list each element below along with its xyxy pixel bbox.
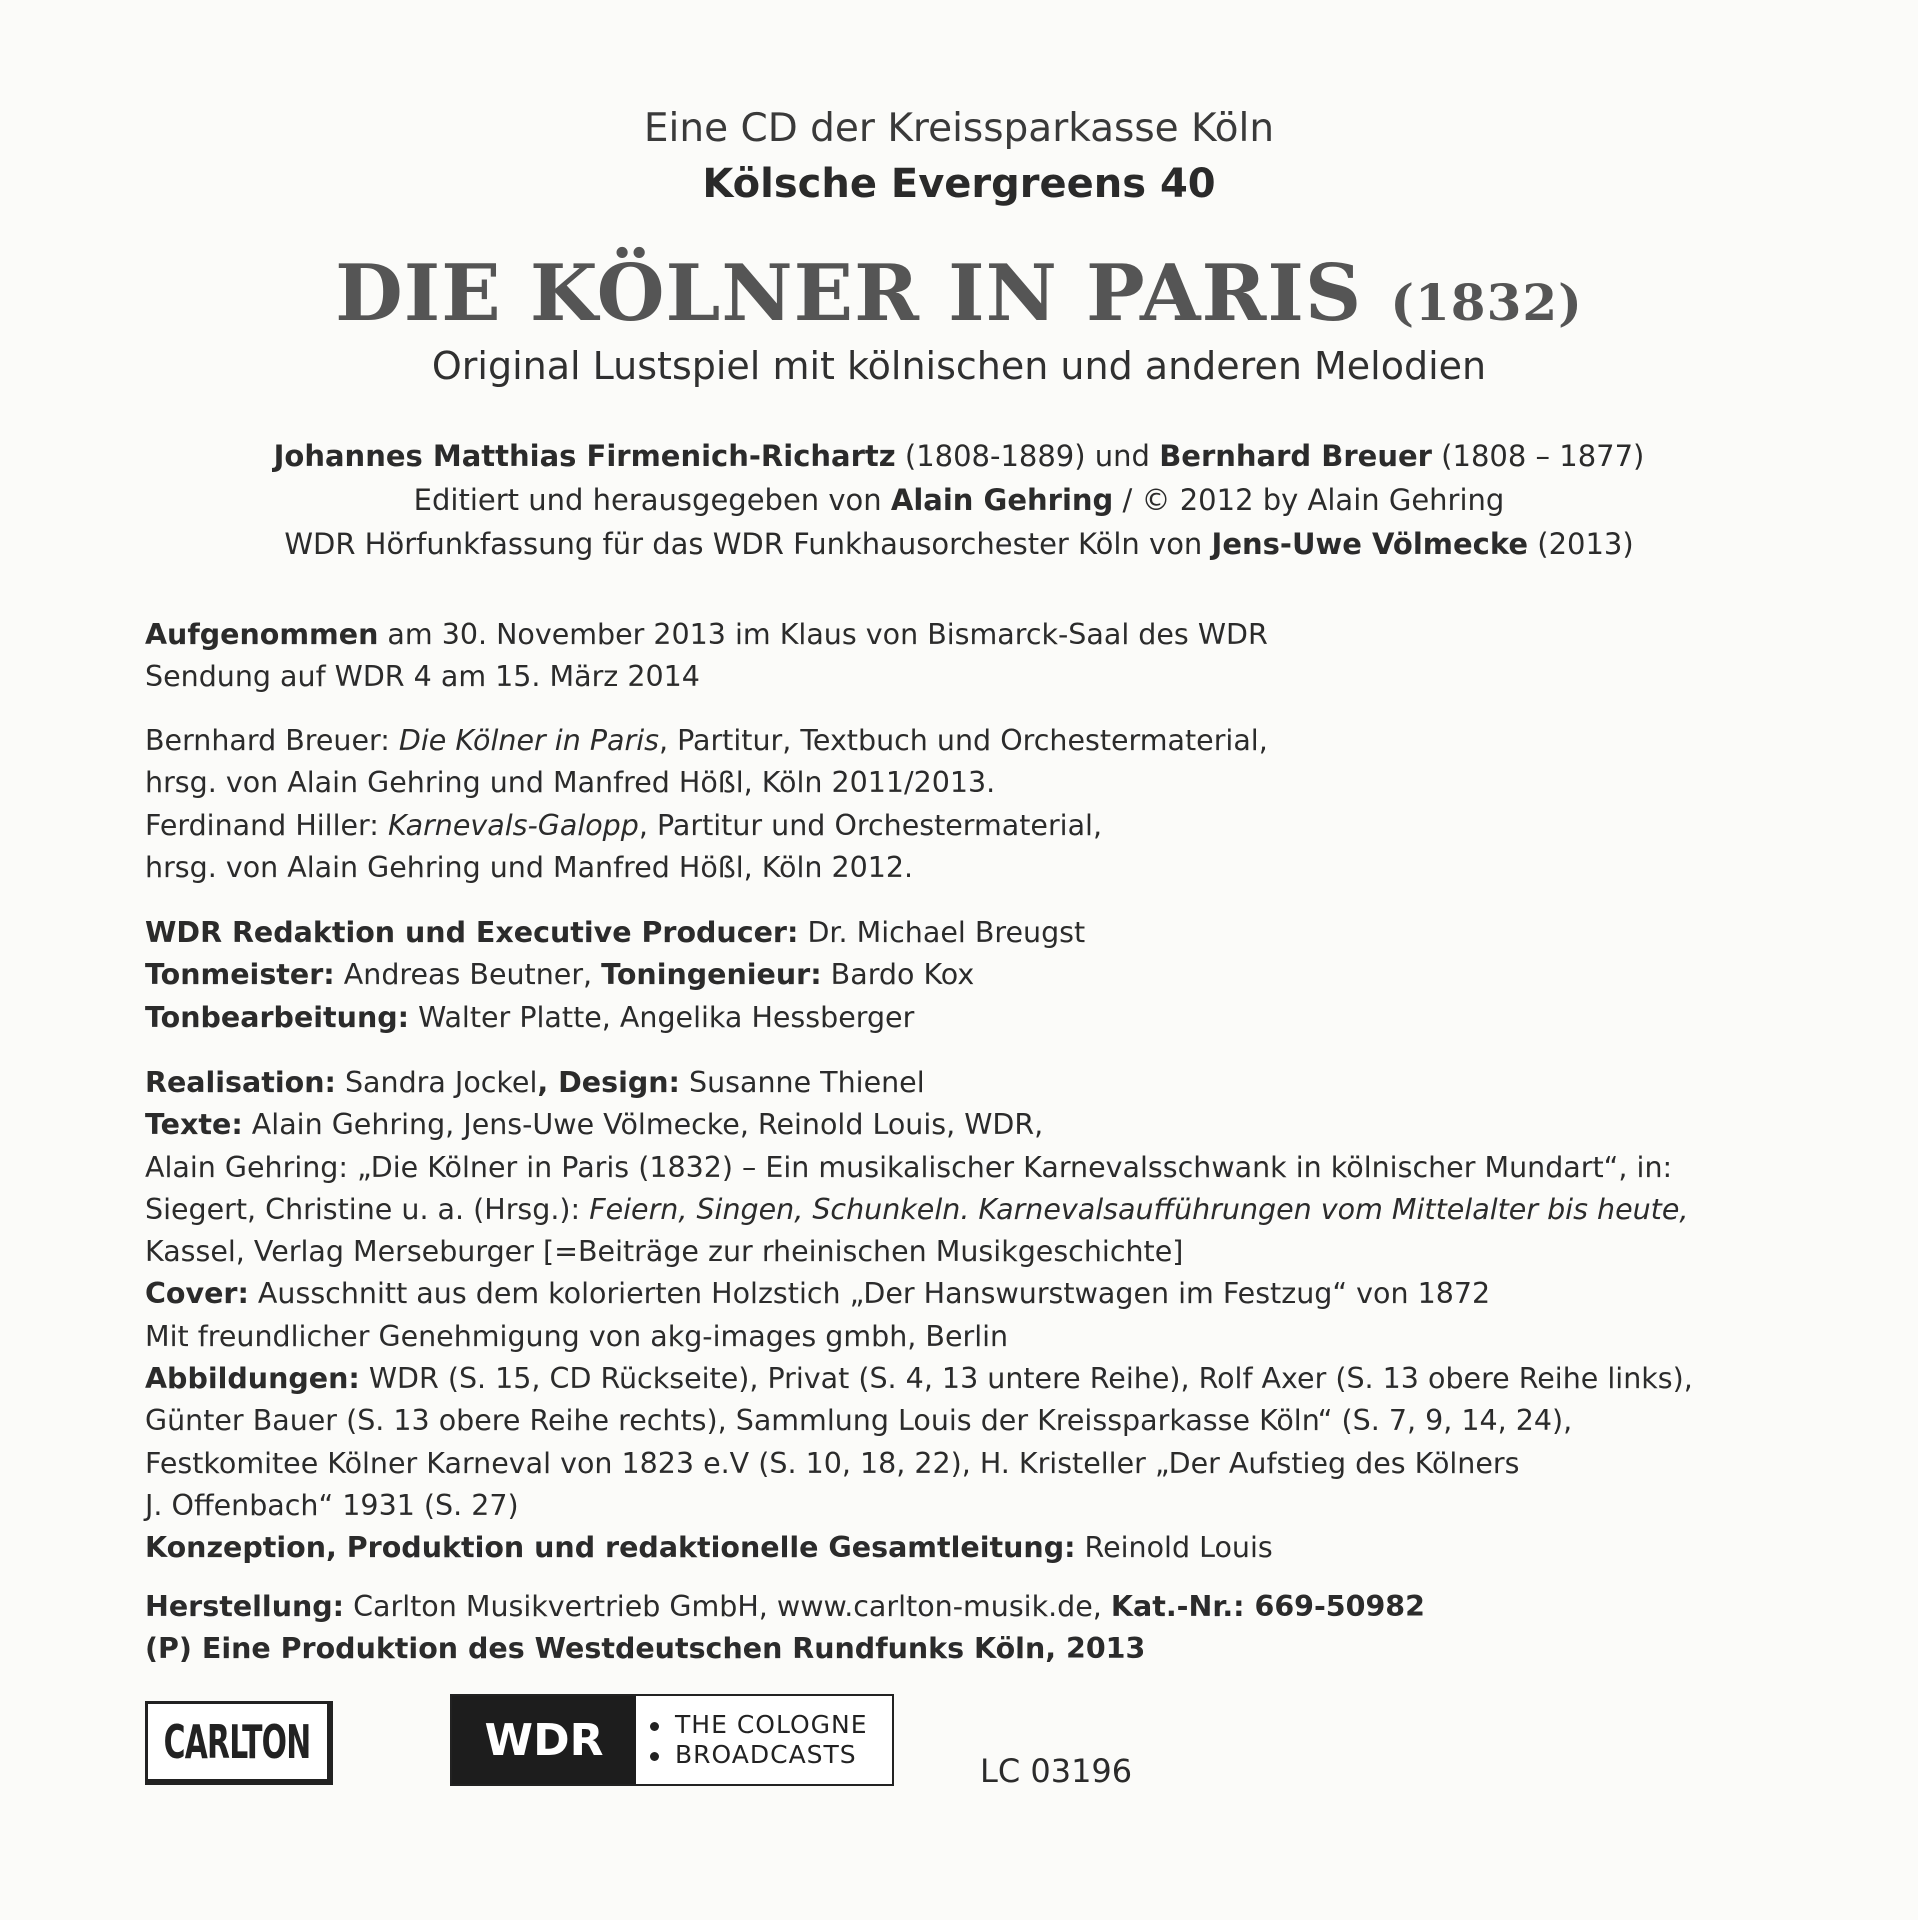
- bullet-icon: [650, 1722, 659, 1731]
- credits-arranger: WDR Hörfunkfassung für das WDR Funkhausorchester Köln von Jens-Uwe Völmecke (2013): [284, 527, 1634, 561]
- wdr-logo-tagline: THE COLOGNE BROADCASTS: [636, 1696, 892, 1784]
- recording-info: Aufgenommen am 30. November 2013 im Klaus von Bismarck-Saal des WDR Sendung auf WDR 4 am 15. März 2014: [145, 618, 1268, 694]
- credits-editor: Editiert und herausgegeben von Alain Gehring / © 2012 by Alain Gehring: [413, 483, 1505, 517]
- wdr-logo-mark: WDR: [452, 1696, 636, 1784]
- credits-block: [0, 434, 1918, 566]
- sources-info: Bernhard Breuer: Die Kölner in Paris, Partitur, Textbuch und Orchestermaterial, hrsg. von Alain Gehring und Manfred Hößl, Köln 2011/2013. Ferdinand Hiller: Karnevals-Galopp, Partitur und Orchestermaterial, hrsg. von Alain Gehring und Manfred Hößl, Köln 2012.: [145, 724, 1268, 884]
- credits-composers: Johannes Matthias Firmenich-Richartz (1808-1889) und Bernhard Breuer (1808 – 1877): [273, 439, 1645, 473]
- manufacturing-info: Herstellung: Carlton Musikvertrieb GmbH, www.carlton-musik.de, Kat.-Nr.: 669-50982 (P) Eine Produktion des Westdeutschen Rundfunks Köln, 2013: [145, 1590, 1425, 1666]
- carlton-logo: CARLTON: [145, 1701, 333, 1785]
- wdr-logo: [450, 1694, 894, 1786]
- title-year: (1832): [1390, 273, 1583, 332]
- title-text: DIE KÖLNER IN PARIS: [335, 248, 1363, 339]
- detail-credits: Realisation: Sandra Jockel, Design: Susanne Thienel Texte: Alain Gehring, Jens-Uwe Völmecke, Reinold Louis, WDR, Alain Gehring: „Die Kölner in Paris (1832) – Ein musikalischer Karnevalsschwank in kölnischer Mundart“, in: Siegert, Christine u. a. (Hrsg.): Feiern, Singen, Schunkeln. Karnevalsaufführungen vom Mittelalter bis heute, Kassel, Verlag Merseburger [=Beiträge zur rheinischen Musikgeschichte] Cover: Ausschnitt aus dem kolorierten Holzstich „Der Hanswurstwagen im Festzug“ von 1872 Mit freundlicher Genehmigung von akg-images gmbh, Berlin Abbildungen: WDR (S. 15, CD Rückseite), Privat (S. 4, 13 untere Reihe), Rolf Axer (S. 13 obere Reihe links), Günter Bauer (S. 13 obere Reihe rechts), Sammlung Louis der Kreissparkasse Köln“ (S. 7, 9, 14, 24), Festkomitee Kölner Karneval von 1823 e.V (S. 10, 18, 22), H. Kristeller „Der Aufstieg des Kölners J. Offenbach“ 1931 (S. 27) Konzeption, Produktion und redaktionelle Gesamtleitung: Reinold Louis: [145, 1066, 1693, 1565]
- main-title: [0, 248, 1918, 339]
- label-code: LC 03196: [980, 1752, 1133, 1790]
- intro-line: Eine CD der Kreissparkasse Köln: [643, 106, 1275, 151]
- series-title: Kölsche Evergreens 40: [702, 161, 1216, 207]
- production-staff: WDR Redaktion und Executive Producer: Dr. Michael Breugst Tonmeister: Andreas Beutner, Toningenieur: Bardo Kox Tonbearbeitung: Walter Platte, Angelika Hessberger: [145, 916, 1086, 1034]
- subtitle: Original Lustspiel mit kölnischen und anderen Melodien: [431, 344, 1487, 388]
- bullet-icon: [650, 1752, 659, 1761]
